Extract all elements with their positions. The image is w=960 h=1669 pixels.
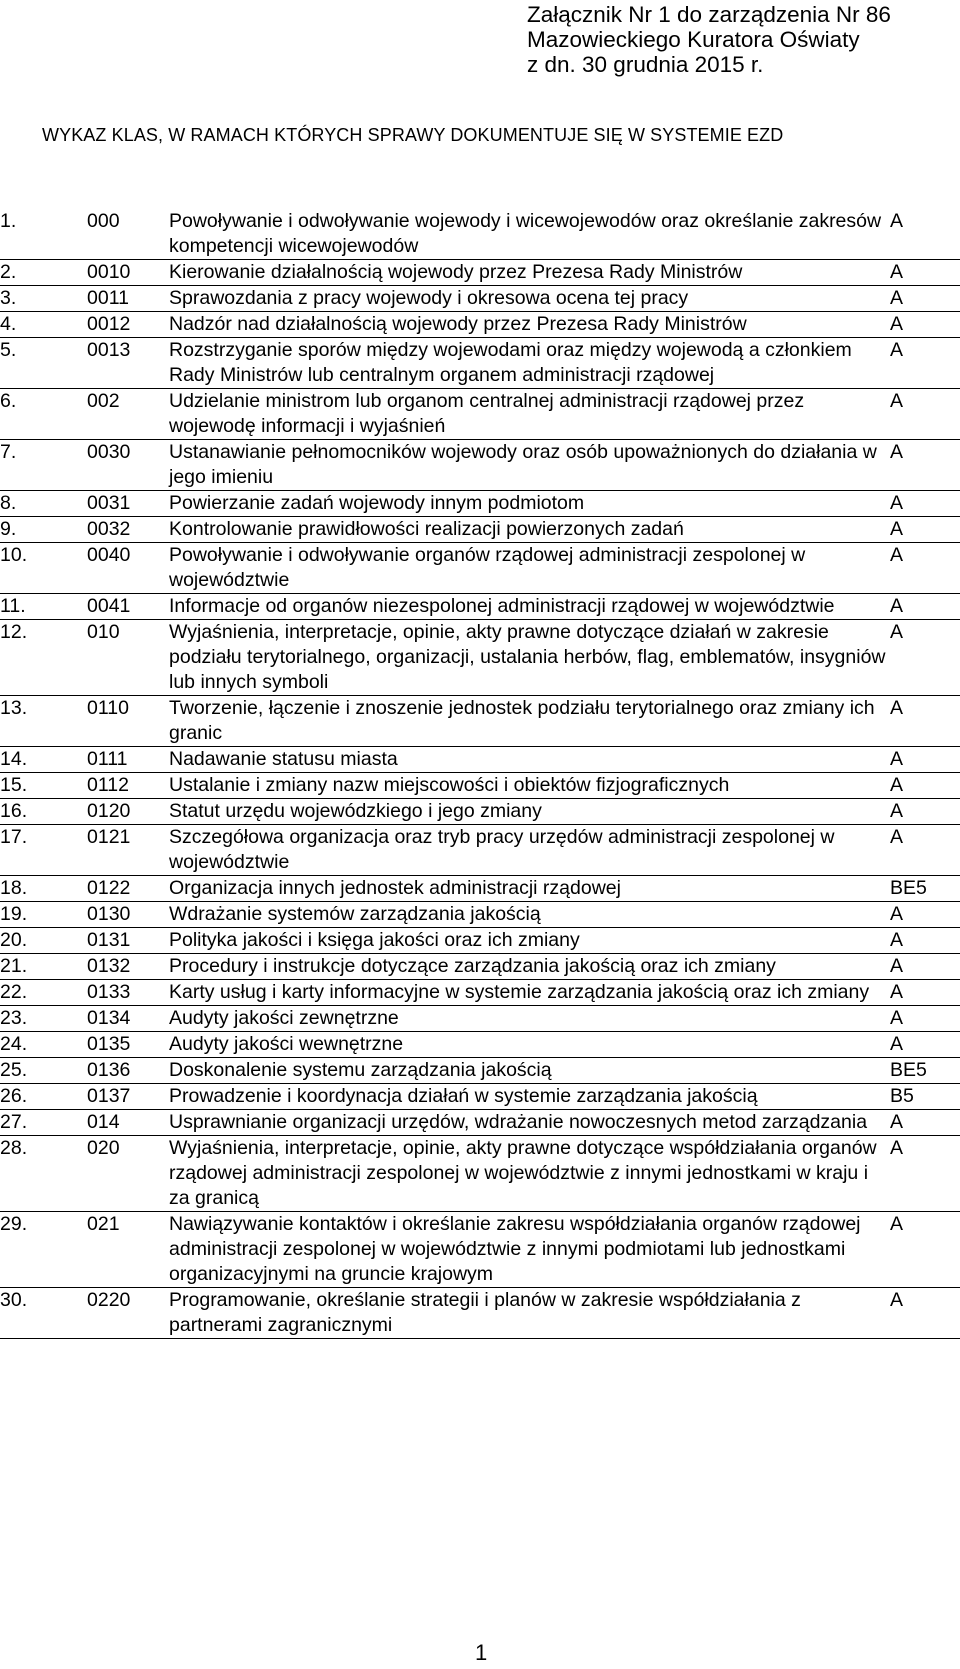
archive-category: A: [890, 286, 960, 312]
table-row: [0, 799, 960, 825]
class-title: Wyjaśnienia, interpretacje, opinie, akty prawne dotyczące działań w zakresie podziału terytorialnego, organizacji, ustalania herbów, flag, emblematów, insygniów lub innych symboli: [169, 620, 890, 696]
class-symbol: 0031: [87, 491, 169, 517]
archive-category: A: [890, 1212, 960, 1288]
table-row: [0, 543, 960, 594]
class-title: Udzielanie ministrom lub organom centralnej administracji rządowej przez wojewodę informacji i wyjaśnień: [169, 389, 890, 440]
row-number: 1.: [0, 209, 87, 260]
class-title: Prowadzenie i koordynacja działań w systemie zarządzania jakością: [169, 1084, 890, 1110]
class-title: Statut urzędu wojewódzkiego i jego zmiany: [169, 799, 890, 825]
class-symbol: 0032: [87, 517, 169, 543]
table-row: [0, 1110, 960, 1136]
page-number: 1: [475, 1640, 488, 1665]
row-number: 25.: [0, 1058, 87, 1084]
row-number: 29.: [0, 1212, 87, 1288]
archive-category: B5: [890, 1084, 960, 1110]
row-number: 24.: [0, 1032, 87, 1058]
class-symbol: 014: [87, 1110, 169, 1136]
archive-category: A: [890, 491, 960, 517]
table-row: [0, 980, 960, 1006]
row-number: 22.: [0, 980, 87, 1006]
table-row: [0, 209, 960, 260]
table-row: [0, 286, 960, 312]
table-row: [0, 825, 960, 876]
class-symbol: 0137: [87, 1084, 169, 1110]
class-symbol: 000: [87, 209, 169, 260]
row-number: 5.: [0, 338, 87, 389]
row-number: 20.: [0, 928, 87, 954]
archive-category: A: [890, 543, 960, 594]
archive-category: A: [890, 440, 960, 491]
row-number: 11.: [0, 594, 87, 620]
table-row: [0, 1006, 960, 1032]
class-symbol: 0130: [87, 902, 169, 928]
table-row: [0, 1032, 960, 1058]
class-title: Audyty jakości zewnętrzne: [169, 1006, 890, 1032]
class-title: Nadawanie statusu miasta: [169, 747, 890, 773]
row-number: 9.: [0, 517, 87, 543]
class-symbol: 0040: [87, 543, 169, 594]
class-symbol: 021: [87, 1212, 169, 1288]
table-row: [0, 1212, 960, 1288]
class-symbol: 0012: [87, 312, 169, 338]
class-title: Informacje od organów niezespolonej administracji rządowej w województwie: [169, 594, 890, 620]
header-line-3: z dn. 30 grudnia 2015 r.: [527, 52, 764, 77]
archive-category: A: [890, 825, 960, 876]
archive-category: A: [890, 773, 960, 799]
class-symbol: 0122: [87, 876, 169, 902]
class-title: Wyjaśnienia, interpretacje, opinie, akty prawne dotyczące współdziałania organów rządowej administracji zespolonej w województwie z innymi jednostkami w kraju i za granicą: [169, 1136, 890, 1212]
class-symbol: 0112: [87, 773, 169, 799]
class-title: Wdrażanie systemów zarządzania jakością: [169, 902, 890, 928]
row-number: 26.: [0, 1084, 87, 1110]
archive-category: A: [890, 1136, 960, 1212]
row-number: 14.: [0, 747, 87, 773]
class-symbol: 0011: [87, 286, 169, 312]
class-title: Ustanawianie pełnomocników wojewody oraz osób upoważnionych do działania w jego imieniu: [169, 440, 890, 491]
row-number: 8.: [0, 491, 87, 517]
row-number: 3.: [0, 286, 87, 312]
class-symbol: 0121: [87, 825, 169, 876]
archive-category: A: [890, 260, 960, 286]
class-symbol: 0110: [87, 696, 169, 747]
table-row: [0, 517, 960, 543]
class-symbol: 010: [87, 620, 169, 696]
class-list-table: [0, 209, 960, 1339]
row-number: 21.: [0, 954, 87, 980]
archive-category: A: [890, 1032, 960, 1058]
archive-category: A: [890, 696, 960, 747]
class-title: Powoływanie i odwoływanie organów rządowej administracji zespolonej w województwie: [169, 543, 890, 594]
archive-category: A: [890, 980, 960, 1006]
class-title: Audyty jakości wewnętrzne: [169, 1032, 890, 1058]
class-title: Powoływanie i odwoływanie wojewody i wicewojewodów oraz określanie zakresów kompetencji wicewojewodów: [169, 209, 890, 260]
archive-category: A: [890, 620, 960, 696]
row-number: 17.: [0, 825, 87, 876]
table-row: [0, 1288, 960, 1339]
class-symbol: 020: [87, 1136, 169, 1212]
archive-category: A: [890, 799, 960, 825]
attachment-header: [527, 2, 891, 77]
row-number: 10.: [0, 543, 87, 594]
class-title: Procedury i instrukcje dotyczące zarządzania jakością oraz ich zmiany: [169, 954, 890, 980]
table-row: [0, 928, 960, 954]
table-row: [0, 338, 960, 389]
class-title: Sprawozdania z pracy wojewody i okresowa ocena tej pracy: [169, 286, 890, 312]
header-line-2: Mazowieckiego Kuratora Oświaty: [527, 27, 860, 52]
archive-category: A: [890, 1288, 960, 1339]
archive-category: A: [890, 389, 960, 440]
row-number: 23.: [0, 1006, 87, 1032]
class-title: Doskonalenie systemu zarządzania jakością: [169, 1058, 890, 1084]
table-row: [0, 1136, 960, 1212]
class-title: Powierzanie zadań wojewody innym podmiotom: [169, 491, 890, 517]
row-number: 16.: [0, 799, 87, 825]
table-row: [0, 876, 960, 902]
archive-category: A: [890, 1006, 960, 1032]
class-title: Kierowanie działalnością wojewody przez Prezesa Rady Ministrów: [169, 260, 890, 286]
class-symbol: 0135: [87, 1032, 169, 1058]
class-title: Ustalanie i zmiany nazw miejscowości i obiektów fizjograficznych: [169, 773, 890, 799]
row-number: 27.: [0, 1110, 87, 1136]
class-title: Rozstrzyganie sporów między wojewodami oraz między wojewodą a członkiem Rady Ministrów lub centralnym organem administracji rządowej: [169, 338, 890, 389]
table-row: [0, 620, 960, 696]
row-number: 15.: [0, 773, 87, 799]
table-row: [0, 1058, 960, 1084]
table-row: [0, 747, 960, 773]
archive-category: BE5: [890, 1058, 960, 1084]
row-number: 28.: [0, 1136, 87, 1212]
archive-category: A: [890, 209, 960, 260]
class-symbol: 0220: [87, 1288, 169, 1339]
row-number: 7.: [0, 440, 87, 491]
class-symbol: 002: [87, 389, 169, 440]
class-symbol: 0136: [87, 1058, 169, 1084]
row-number: 4.: [0, 312, 87, 338]
class-symbol: 0010: [87, 260, 169, 286]
table-row: [0, 954, 960, 980]
class-title: Organizacja innych jednostek administracji rządowej: [169, 876, 890, 902]
table-row: [0, 594, 960, 620]
archive-category: A: [890, 747, 960, 773]
class-symbol: 0134: [87, 1006, 169, 1032]
class-title: Kontrolowanie prawidłowości realizacji powierzonych zadań: [169, 517, 890, 543]
archive-category: BE5: [890, 876, 960, 902]
archive-category: A: [890, 594, 960, 620]
row-number: 13.: [0, 696, 87, 747]
class-title: Polityka jakości i księga jakości oraz ich zmiany: [169, 928, 890, 954]
table-row: [0, 260, 960, 286]
table-row: [0, 389, 960, 440]
archive-category: A: [890, 517, 960, 543]
class-title: Szczegółowa organizacja oraz tryb pracy urzędów administracji zespolonej w województwie: [169, 825, 890, 876]
table-row: [0, 773, 960, 799]
archive-category: A: [890, 338, 960, 389]
class-title: Nadzór nad działalnością wojewody przez Prezesa Rady Ministrów: [169, 312, 890, 338]
class-title: Usprawnianie organizacji urzędów, wdrażanie nowoczesnych metod zarządzania: [169, 1110, 890, 1136]
row-number: 6.: [0, 389, 87, 440]
row-number: 12.: [0, 620, 87, 696]
row-number: 2.: [0, 260, 87, 286]
table-row: [0, 491, 960, 517]
table-row: [0, 440, 960, 491]
archive-category: A: [890, 928, 960, 954]
row-number: 19.: [0, 902, 87, 928]
archive-category: A: [890, 312, 960, 338]
class-title: Programowanie, określanie strategii i planów w zakresie współdziałania z partnerami zagranicznymi: [169, 1288, 890, 1339]
header-line-1: Załącznik Nr 1 do zarządzenia Nr 86: [527, 2, 891, 27]
document-title: WYKAZ KLAS, W RAMACH KTÓRYCH SPRAWY DOKUMENTUJE SIĘ W SYSTEMIE EZD: [42, 125, 784, 145]
row-number: 18.: [0, 876, 87, 902]
class-title: Karty usług i karty informacyjne w systemie zarządzania jakością oraz ich zmiany: [169, 980, 890, 1006]
table-row: [0, 696, 960, 747]
table-row: [0, 902, 960, 928]
class-symbol: 0111: [87, 747, 169, 773]
archive-category: A: [890, 1110, 960, 1136]
archive-category: A: [890, 902, 960, 928]
class-symbol: 0120: [87, 799, 169, 825]
row-number: 30.: [0, 1288, 87, 1339]
class-title: Tworzenie, łączenie i znoszenie jednostek podziału terytorialnego oraz zmiany ich granic: [169, 696, 890, 747]
class-symbol: 0133: [87, 980, 169, 1006]
class-symbol: 0132: [87, 954, 169, 980]
class-symbol: 0013: [87, 338, 169, 389]
class-symbol: 0131: [87, 928, 169, 954]
archive-category: A: [890, 954, 960, 980]
table-row: [0, 1084, 960, 1110]
class-symbol: 0030: [87, 440, 169, 491]
class-title: Nawiązywanie kontaktów i określanie zakresu współdziałania organów rządowej administracji zespolonej w województwie z innymi podmiotami lub jednostkami organizacyjnymi na gruncie krajowym: [169, 1212, 890, 1288]
class-symbol: 0041: [87, 594, 169, 620]
table-row: [0, 312, 960, 338]
